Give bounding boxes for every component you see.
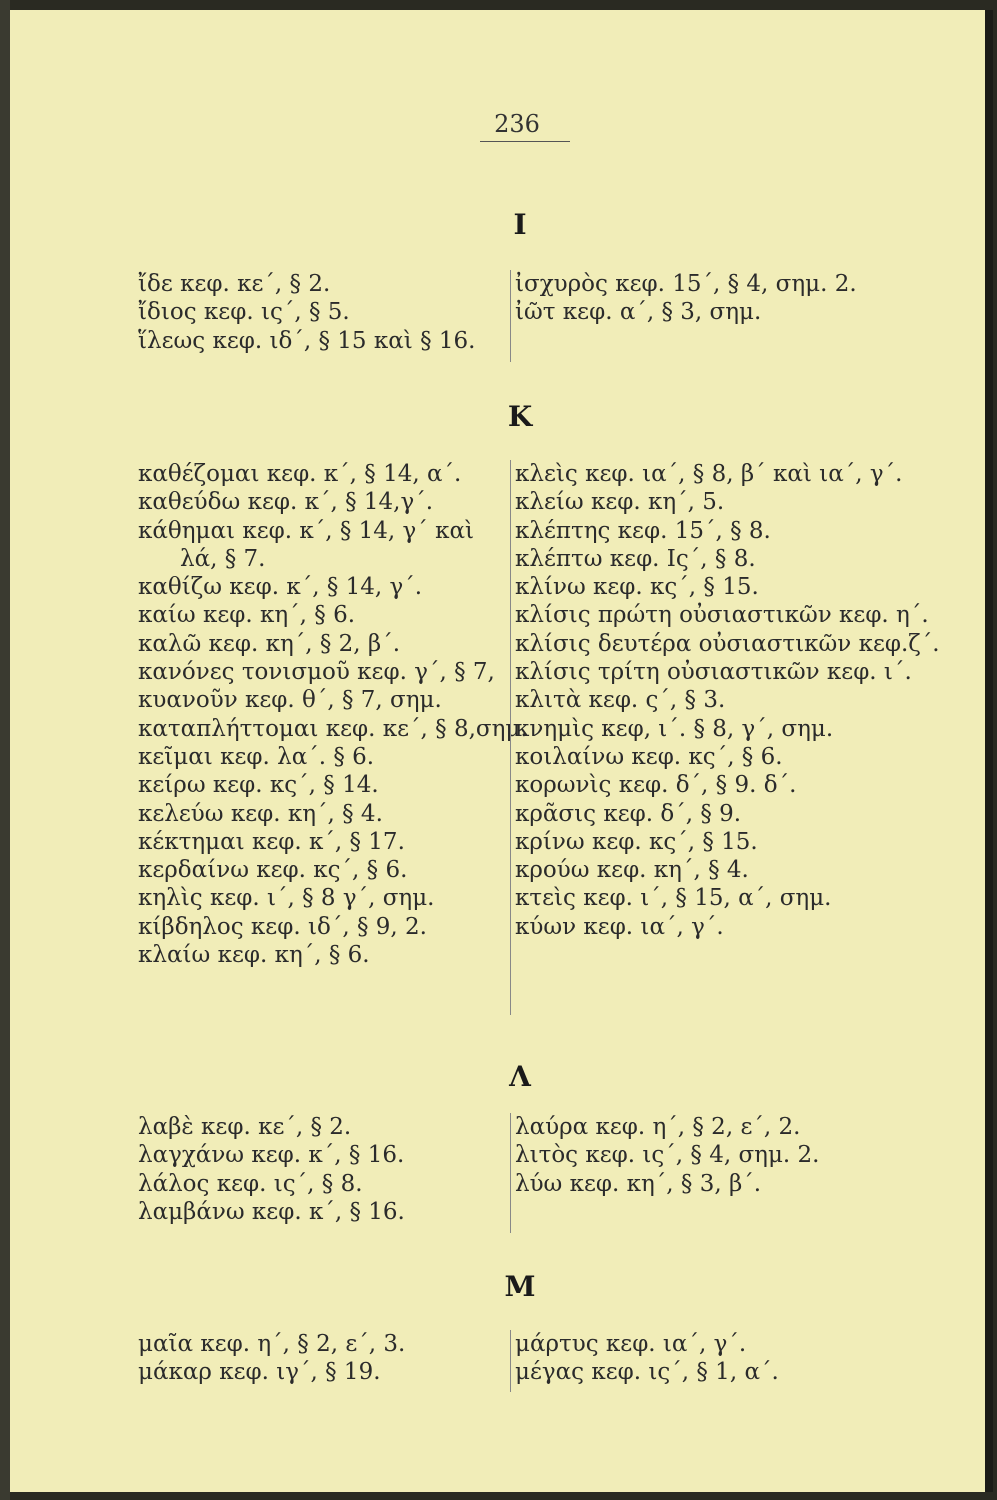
index-entry: μάρτυς κεφ. ια΄, γ΄. [515,1331,747,1357]
index-entry: κλέπτης κεφ. 15΄, § 8. [515,517,771,544]
index-entry: ἴδιος κεφ. ις΄, § 5. [138,299,350,326]
index-entry: λαμβάνω κεφ. κ΄, § 16. [138,1198,405,1225]
index-entry: κηλὶς κεφ. ι΄, § 8 γ΄, σημ. [138,885,435,912]
page-number-rule [480,141,570,142]
section-iota-left-column [138,270,475,355]
index-entry: λάλος κεφ. ις΄, § 8. [138,1170,363,1197]
page-binding-shadow [0,0,10,1500]
index-entry: κελεύω κεφ. κη΄, § 4. [138,800,383,827]
index-entry: καθίζω κεφ. κ΄, § 14, γ΄. [138,574,423,601]
index-entry: ἰσχυρὸς κεφ. 15΄, § 4, σημ. 2. [515,271,857,297]
index-entry: κανόνες τονισμοῦ κεφ. γ΄, § 7, [138,659,495,686]
index-entry: ἴδε κεφ. κε΄, § 2. [138,271,331,297]
index-entry: κλεὶς κεφ. ια΄, § 8, β΄ καὶ ια΄, γ΄. [515,461,903,487]
index-entry: λαβὲ κεφ. κε΄, § 2. [138,1114,352,1140]
index-entry: κυανοῦν κεφ. θ΄, § 7, σημ. [138,687,442,714]
index-entry-continuation: λά, § 7. [180,545,266,572]
index-entry: κοιλαίνω κεφ. κς΄, § 6. [515,743,783,770]
index-entry: κρίνω κεφ. κς΄, § 15. [515,828,758,855]
index-entry: κλίνω κεφ. κς΄, § 15. [515,574,759,601]
index-entry: λύω κεφ. κη΄, § 3, β΄. [515,1170,762,1197]
index-entry: κλείω κεφ. κη΄, 5. [515,489,725,516]
section-letter-mu: Μ [504,1270,536,1303]
page-number: 236 [494,110,540,138]
index-entry: καθέζομαι κεφ. κ΄, § 14, α΄. [138,461,462,487]
book-page [10,10,993,1492]
index-entry: κρούω κεφ. κη΄, § 4. [515,857,749,884]
section-letter-iota: Ι [513,208,527,241]
index-entry: κερδαίνω κεφ. κς΄, § 6. [138,857,408,884]
index-entry: μάκαρ κεφ. ιγ΄, § 19. [138,1359,381,1386]
index-entry: λαγχάνω κεφ. κ΄, § 16. [138,1142,405,1169]
index-entry: κρᾶσις κεφ. δ΄, § 9. [515,800,742,827]
index-entry: καταπλήττομαι κεφ. κε΄, § 8,σημ. [138,715,528,742]
section-lambda-right-column [510,1113,819,1233]
index-entry: κλίσις δευτέρα οὐσιαστικῶν κεφ.ζ΄. [515,630,940,657]
index-entry: κτεὶς κεφ. ι΄, § 15, α΄, σημ. [515,885,832,912]
index-entry: ἰῶτ κεφ. α΄, § 3, σημ. [515,299,762,326]
index-entry: κλαίω κεφ. κη΄, § 6. [138,942,370,969]
index-entry: καλῶ κεφ. κη΄, § 2, β΄. [138,630,401,657]
section-letter-lambda: Λ [509,1060,531,1093]
index-entry: κλέπτω κεφ. Ις΄, § 8. [515,545,756,572]
index-entry: λιτὸς κεφ. ις΄, § 4, σημ. 2. [515,1142,820,1169]
index-entry: ἵλεως κεφ. ιδ΄, § 15 καὶ § 16. [138,327,476,354]
section-kappa-right-column [510,460,940,1015]
section-kappa-left-column [138,460,528,969]
section-lambda-left-column [138,1113,405,1226]
index-entry: κείρω κεφ. κς΄, § 14. [138,772,379,799]
section-mu-right-column [510,1330,779,1392]
index-entry: κλίσις πρώτη οὐσιαστικῶν κεφ. η΄. [515,602,929,629]
section-mu-left-column [138,1330,405,1387]
index-entry: κλιτὰ κεφ. ς΄, § 3. [515,687,726,714]
index-entry: καίω κεφ. κη΄, § 6. [138,602,356,629]
section-letter-kappa: Κ [507,400,533,433]
index-entry: κίβδηλος κεφ. ιδ΄, § 9, 2. [138,913,427,940]
index-entry: κνημὶς κεφ, ι΄. § 8, γ΄, σημ. [515,715,834,742]
index-entry: κέκτημαι κεφ. κ΄, § 17. [138,828,405,855]
index-entry: κλίσις τρίτη οὐσιαστικῶν κεφ. ι΄. [515,659,912,686]
index-entry: μέγας κεφ. ις΄, § 1, α΄. [515,1359,779,1386]
index-entry: κορωνὶς κεφ. δ΄, § 9. δ΄. [515,772,797,799]
section-iota-right-column [510,270,857,362]
index-entry: καθεύδω κεφ. κ΄, § 14,γ΄. [138,489,434,516]
index-entry: κύων κεφ. ια΄, γ΄. [515,913,724,940]
index-entry: κεῖμαι κεφ. λα΄. § 6. [138,743,375,770]
index-entry: μαῖα κεφ. η΄, § 2, ε΄, 3. [138,1331,406,1357]
index-entry: λαύρα κεφ. η΄, § 2, ε΄, 2. [515,1114,801,1140]
index-entry: κάθημαι κεφ. κ΄, § 14, γ΄ καὶ [138,517,475,544]
